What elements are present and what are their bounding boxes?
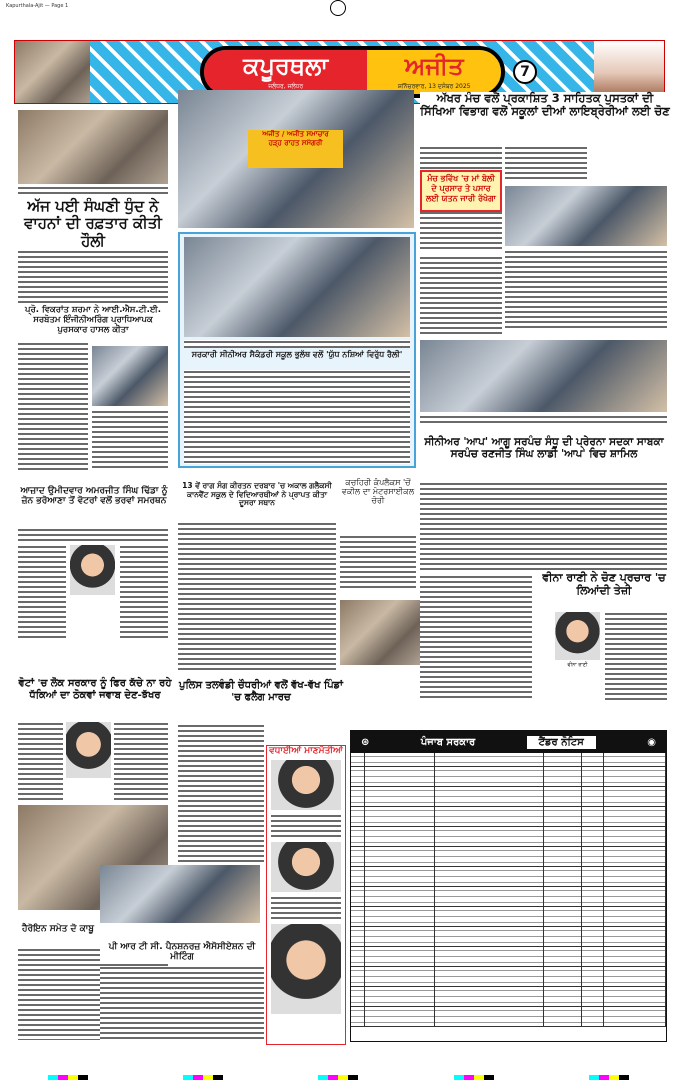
- tender-row: [351, 947, 666, 967]
- page-number: 7: [513, 60, 537, 84]
- tender-cell: [365, 927, 435, 946]
- tender-row: [351, 767, 666, 787]
- photo-caption: [18, 186, 168, 194]
- article-body: [505, 250, 667, 330]
- rally-story-box: [178, 232, 416, 468]
- tender-cell: [351, 787, 365, 806]
- seal-icon: ◉: [647, 736, 656, 748]
- article-body: [92, 410, 168, 470]
- article-body: [120, 545, 168, 640]
- article-body: [178, 724, 264, 862]
- tender-cell: [604, 887, 666, 906]
- tender-cell: [544, 1007, 582, 1026]
- fog-photo: [18, 110, 168, 184]
- tender-cell: [604, 807, 666, 826]
- tender-cell: [544, 847, 582, 866]
- tender-cell: [351, 767, 365, 786]
- tender-cell: [582, 887, 604, 906]
- tender-cell: [351, 1007, 365, 1026]
- tender-cell: [544, 927, 582, 946]
- tender-cell: [435, 927, 545, 946]
- headline-fog: ਅੱਜ ਪਈ ਸੰਘਣੀ ਧੁੰਦ ਨੇ ਵਾਹਨਾਂ ਦੀ ਰਫ਼ਤਾਰ ਕੀਤੀ ਹੌਲੀ: [18, 198, 168, 250]
- tender-cell: [365, 827, 435, 846]
- headline-veena: ਵੀਨਾ ਰਾਣੀ ਨੇ ਚੋਣ ਪ੍ਰਚਾਰ 'ਚ ਲਿਆਂਦੀ ਤੇਜ਼ੀ: [540, 572, 668, 597]
- tender-cell: [604, 947, 666, 966]
- award-photo: [92, 346, 168, 406]
- tender-row: [351, 907, 666, 927]
- tender-row: [351, 1007, 666, 1027]
- print-slug: Kapurthala-Ajit — Page 1: [6, 3, 69, 9]
- tender-cell: [435, 787, 545, 806]
- greeting-photo: [271, 842, 341, 892]
- tender-cell: [365, 967, 435, 986]
- tender-cell: [604, 987, 666, 1006]
- article-body: [340, 535, 416, 590]
- photo-caption: [184, 340, 410, 348]
- books-photo: [505, 186, 667, 246]
- issue-date: ਸ਼ਨਿੱਚਰਵਾਰ, 13 ਦਸੰਬਰ 2025: [397, 83, 471, 90]
- tender-cell: [351, 753, 365, 766]
- tender-row: [351, 927, 666, 947]
- tender-title: ਟੈਂਡਰ ਨੋਟਿਸ: [527, 736, 596, 749]
- relief-photo: [178, 90, 414, 228]
- tender-cell: [351, 927, 365, 946]
- tender-cell: [544, 947, 582, 966]
- tender-cell: [365, 1007, 435, 1026]
- tender-cell: [544, 887, 582, 906]
- tender-row: [351, 827, 666, 847]
- article-body: [18, 528, 168, 541]
- tender-cell: [365, 753, 435, 766]
- tender-cell: [351, 827, 365, 846]
- greetings-panel: [266, 745, 346, 1045]
- tender-row: [351, 847, 666, 867]
- tender-cell: [365, 887, 435, 906]
- tender-cell: [604, 827, 666, 846]
- aap-photo: [420, 340, 667, 412]
- headline-flagmarch: ਪੁਲਿਸ ਤਲਵੰਡੀ ਚੌਧਰੀਆਂ ਵਲੋਂ ਵੱਖ-ਵੱਖ ਪਿੰਡਾਂ 'ਚ ਫਲੈਗ ਮਾਰਚ: [179, 680, 343, 703]
- pull-quote: ਮੰਚ ਭਵਿੱਖ 'ਚ ਮਾਂ ਬੋਲੀ ਦੇ ਪ੍ਰਸਾਰ ਤੇ ਪਸਾਰ ਲਈ ਯਤਨ ਜਾਰੀ ਰੱਖੇਗਾ: [420, 170, 502, 212]
- tender-cell: [351, 867, 365, 886]
- tender-cell: [351, 887, 365, 906]
- tender-cell: [435, 1007, 545, 1026]
- tender-row: [351, 887, 666, 907]
- tender-cell: [544, 753, 582, 766]
- tender-cell: [544, 807, 582, 826]
- tender-cell: [435, 987, 545, 1006]
- tender-cell: [435, 753, 545, 766]
- tender-govt: ਪੰਜਾਬ ਸਰਕਾਰ: [420, 736, 476, 748]
- tender-row: [351, 967, 666, 987]
- tender-row: [351, 787, 666, 807]
- greeting-photo: [271, 924, 341, 1014]
- tender-cell: [351, 907, 365, 926]
- city-name: ਕਪੂਰਥਲਾ: [243, 52, 329, 80]
- tender-cell: [582, 927, 604, 946]
- article-body: [505, 146, 587, 182]
- tender-row: [351, 867, 666, 887]
- tender-cell: [604, 847, 666, 866]
- tender-cell: [604, 787, 666, 806]
- tender-cell: [604, 967, 666, 986]
- tender-cell: [604, 867, 666, 886]
- article-body: [114, 722, 168, 802]
- tender-cell: [435, 847, 545, 866]
- tender-cell: [582, 947, 604, 966]
- color-bars: [0, 1072, 677, 1082]
- tender-cell: [604, 907, 666, 926]
- tender-cell: [544, 907, 582, 926]
- tender-cell: [544, 967, 582, 986]
- tender-cell: [582, 967, 604, 986]
- tender-cell: [582, 753, 604, 766]
- tender-cell: [351, 967, 365, 986]
- article-body: [18, 545, 66, 640]
- veena-photo: [555, 612, 600, 660]
- tender-cell: [435, 807, 545, 826]
- tender-cell: [435, 767, 545, 786]
- greetings-title: ਵਧਾਈਆਂ ਮਾਣਮੱਤੀਆਂ: [269, 746, 343, 756]
- tender-cell: [365, 767, 435, 786]
- tender-cell: [582, 867, 604, 886]
- pensioners-photo: [100, 865, 260, 923]
- greeting-photo: [271, 760, 341, 810]
- masthead-left-image: [15, 41, 90, 104]
- jhakhar-photo: [66, 722, 111, 778]
- tender-cell: [582, 987, 604, 1006]
- headline-theft: ਕਚਹਿਰੀ ਕੰਪਲੈਕਸ 'ਚੋਂ ਵਕੀਲ ਦਾ ਮੋਟਰਸਾਈਕਲ ਚੋਰੀ: [341, 478, 415, 506]
- tender-cell: [604, 767, 666, 786]
- tender-cell: [582, 827, 604, 846]
- relief-banner-sub: ਹੜ੍ਹ ਰਾਹਤ ਸਮੱਗਰੀ: [268, 139, 323, 147]
- tender-row: [351, 753, 666, 767]
- headline-rally: ਸਰਕਾਰੀ ਸੀਨੀਅਰ ਸੈਕੰਡਰੀ ਸਕੂਲ ਭੁਲੱਥ ਵਲੋਂ 'ਯੁੱਧ ਨਸ਼ਿਆਂ ਵਿਰੁੱਧ ਰੈਲੀ': [180, 350, 414, 359]
- editions: ਜਲੰਧਰ, ਜਲੰਧਰ: [268, 83, 304, 90]
- tender-cell: [435, 907, 545, 926]
- emblem-icon: ⊛: [361, 736, 370, 748]
- tender-cell: [365, 907, 435, 926]
- tender-cell: [365, 807, 435, 826]
- relief-banner: ਅਜੀਤ / ਅਜੀਤ ਸਮਾਚਾਰ: [262, 130, 329, 138]
- article-body: [18, 342, 88, 470]
- article-body: [18, 722, 63, 802]
- tender-cell: [582, 767, 604, 786]
- article-body: [178, 522, 336, 670]
- tender-cell: [435, 827, 545, 846]
- tender-cell: [604, 927, 666, 946]
- paper-name: ਅਜੀਤ: [404, 52, 464, 80]
- tender-cell: [365, 947, 435, 966]
- article-body: [605, 612, 667, 700]
- headline-heroin: ਹੈਰੋਇਨ ਸਮੇਤ ਦੋ ਕਾਬੂ: [18, 924, 98, 934]
- tender-cell: [351, 847, 365, 866]
- tender-cell: [582, 847, 604, 866]
- article-body: [100, 966, 264, 1041]
- headline-azad: ਆਜ਼ਾਦ ਉਮੀਦਵਾਰ ਅਮਰਜੀਤ ਸਿੰਘ ਢਿੱਡਾ ਨੂੰ ਜ਼ੋਨ ਭਰੋਆਣਾ ਤੋਂ ਵੋਟਰਾਂ ਵਲੋਂ ਭਰਵਾਂ ਸਮਰਥਨ: [14, 486, 174, 507]
- tender-cell: [365, 787, 435, 806]
- headline-jhakhar: ਵੋਟਾਂ 'ਚ ਲੋਕ ਸਰਕਾਰ ਨੂੰ ਫਿਰ ਕੱਚੇ ਨਾ ਰਹੇ ਧੱਕਿਆਂ ਦਾ ਠੋਕਵਾਂ ਜਵਾਬ ਦੇਣ-ਝੱਖਰ: [14, 678, 176, 701]
- tender-cell: [544, 867, 582, 886]
- veena-caption: ਵੀਨਾ ਰਾਣੀ: [555, 662, 600, 668]
- article-body: [184, 370, 410, 464]
- tender-cell: [351, 987, 365, 1006]
- tender-cell: [435, 967, 545, 986]
- tender-cell: [582, 907, 604, 926]
- tender-cell: [604, 1007, 666, 1026]
- tender-cell: [544, 987, 582, 1006]
- rally-photo: [184, 237, 410, 337]
- headline-books: ਅੱਖਰ ਮੰਚ ਵਲੋਂ ਪ੍ਰਕਾਸ਼ਿਤ 3 ਸਾਹਿਤਕ ਪੁਸਤਕਾਂ ਦੀ ਸਿੱਖਿਆ ਵਿਭਾਗ ਵਲੋਂ ਸਕੂਲਾਂ ਦੀਆਂ ਲਾਇਬ੍ਰੇਰੀਆਂ ਲਈ ਚੋਣ: [420, 91, 670, 119]
- kirtan-photo: [340, 600, 420, 665]
- tender-cell: [435, 867, 545, 886]
- headline-kirtan: 13 ਵੇਂ ਰਾਗ ਸੰਗ ਕੀਰਤਨ ਦਰਬਾਰ 'ਚ ਅਕਾਲ ਗਲੈਕਸੀ ਕਾਨਵੈਂਟ ਸਕੂਲ ਦੇ ਵਿਦਿਆਰਥੀਆਂ ਨੇ ਪ੍ਰਾਪਤ ਕੀਤਾ ਦੂਸਰਾ ਸਥਾਨ: [178, 482, 336, 508]
- tender-cell: [544, 787, 582, 806]
- photo-caption: [420, 415, 667, 423]
- tender-cell: [544, 767, 582, 786]
- tender-cell: [604, 753, 666, 766]
- article-body: [420, 482, 667, 570]
- tender-cell: [365, 867, 435, 886]
- tender-cell: [351, 807, 365, 826]
- tender-cell: [435, 887, 545, 906]
- tender-row: [351, 987, 666, 1007]
- headline-prtc: ਪੀ ਆਰ ਟੀ ਸੀ. ਪੈਨਸ਼ਨਰਜ਼ ਐਸੋਸੀਏਸ਼ਨ ਦੀ ਮੀਟਿੰਗ: [100, 942, 264, 963]
- tender-cell: [582, 807, 604, 826]
- headline-aap: ਸੀਨੀਅਰ 'ਆਪ' ਆਗੂ ਸਰਪੰਚ ਸੰਧੂ ਦੀ ਪ੍ਰੇਰਨਾ ਸਦਕਾ ਸਾਬਕਾ ਸਰਪੰਚ ਰਣਜੀਤ ਸਿੰਘ ਲਾਡੀ 'ਆਪ' ਵਿਚ ਸ਼ਾਮਿਲ: [418, 436, 670, 460]
- candidate-photo: [70, 545, 115, 595]
- article-body: [420, 575, 532, 700]
- article-body: [18, 250, 168, 304]
- headline-vikrant: ਪ੍ਰੋ. ਵਿਕਰਾਂਤ ਸ਼ਰਮਾ ਨੇ ਆਈ.ਐਸ.ਟੀ.ਈ. ਸਰਬੋਤਮ ਇੰਜੀਨੀਅਰਿੰਗ ਪ੍ਰਾਧਿਆਪਕ ਪੁਰਸਕਾਰ ਹਾਸਲ ਕੀਤਾ: [18, 306, 168, 335]
- tender-cell: [582, 787, 604, 806]
- tender-cell: [544, 827, 582, 846]
- tender-notice: [350, 730, 667, 1042]
- registration-mark: [330, 0, 346, 16]
- tender-cell: [365, 987, 435, 1006]
- tender-row: [351, 807, 666, 827]
- article-body: [420, 256, 502, 336]
- tender-cell: [351, 947, 365, 966]
- tender-cell: [365, 847, 435, 866]
- tender-table: [351, 753, 666, 1027]
- tender-cell: [582, 1007, 604, 1026]
- tender-cell: [435, 947, 545, 966]
